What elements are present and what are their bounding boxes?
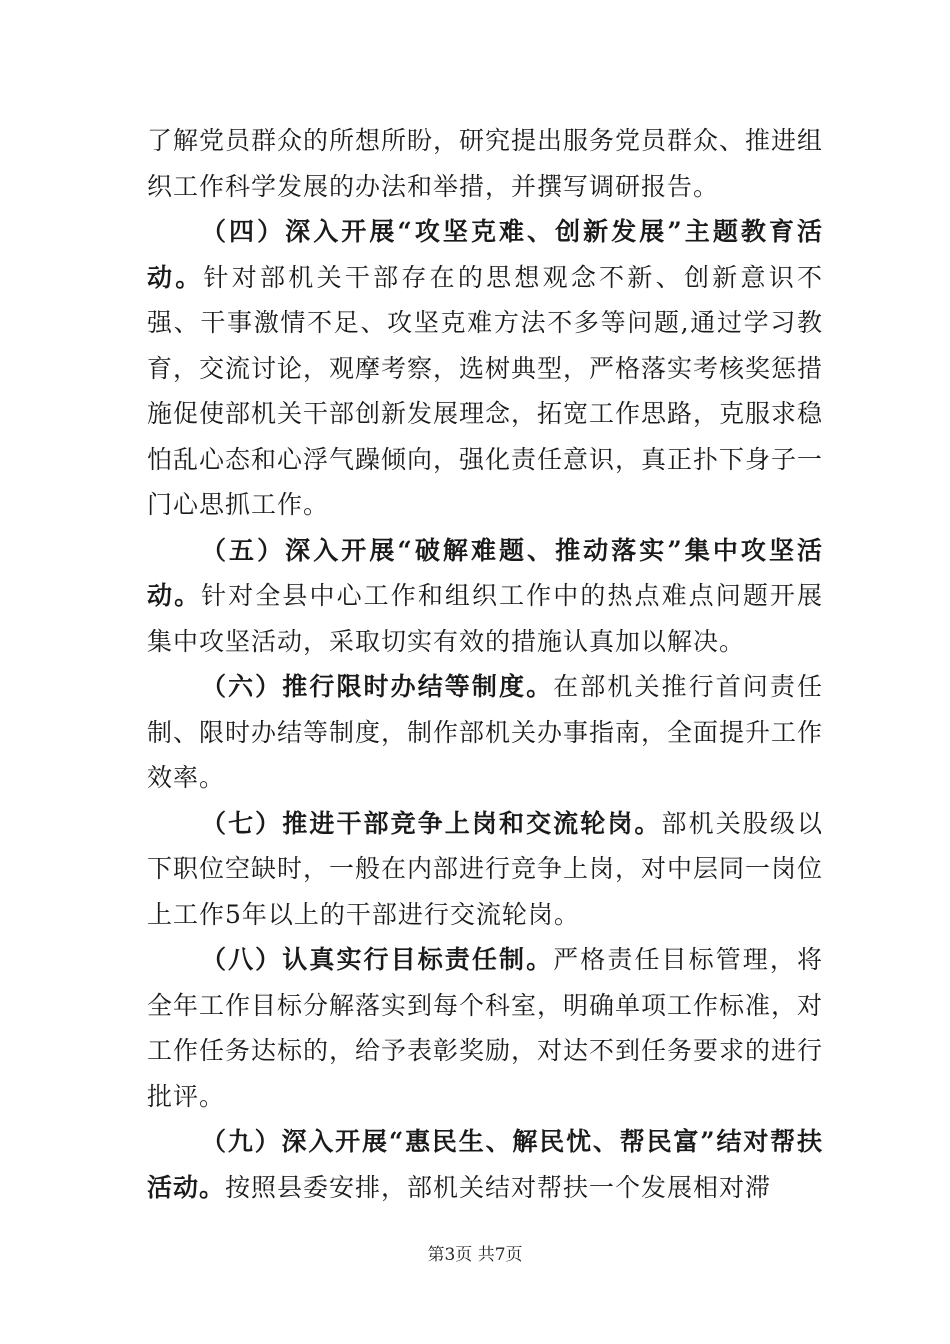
paragraph-continued — [147, 118, 823, 209]
section-heading: （四）深入开展“攻坚克难、创新发展”主题教育活动。 — [147, 217, 823, 292]
document-body — [147, 118, 823, 1210]
section-heading: （七）推进干部竞争上岗和交流轮岗。 — [201, 808, 662, 838]
section-heading: （五）深入开展“破解难题、推动落实”集中攻坚活动。 — [147, 535, 823, 610]
paragraph-text: 按照县委安排，部机关结对帮扶一个发展相对滞 — [225, 1172, 772, 1202]
paragraph-section-4 — [147, 209, 823, 528]
page-number-footer: 第3页 共7页 — [427, 1245, 523, 1265]
section-heading: （九）深入开展“惠民生、解民忧、帮民富”结对帮扶活动。 — [147, 1127, 823, 1202]
paragraph-section-5 — [147, 528, 823, 665]
paragraph-text: 针对全县中心工作和组织工作中的热点难点问题开展集中攻坚活动，采取切实有效的措施认真加以解决。 — [147, 581, 823, 656]
paragraph-text: 针对部机关干部存在的思想观念不新、创新意识不强、干事激情不足、攻坚克难方法不多等问题,通过学习教育，交流讨论，观摩考察，选树典型，严格落实考核奖惩措施促使部机关干部创新发展理念，拓宽工作思路，克服求稳怕乱心态和心浮气躁倾向，强化责任意识，真正扑下身子一门心思抓工作。 — [147, 262, 824, 519]
paragraph-section-9 — [147, 1119, 823, 1210]
paragraph-text: 在部机关推行首问责任制、限时办结等制度，制作部机关办事指南，全面提升工作效率。 — [147, 672, 824, 792]
paragraph-text: 严格责任目标管理，将全年工作目标分解落实到每个科室，明确单项工作标准，对工作任务达标的，给予表彰奖励，对达不到任务要求的进行批评。 — [147, 945, 824, 1111]
paragraph-text: 了解党员群众的所想所盼，研究提出服务党员群众、推进组织工作科学发展的办法和举措，并撰写调研报告。 — [147, 126, 824, 201]
paragraph-text: 部机关股级以下职位空缺时，一般在内部进行竞争上岗，对中层同一岗位上工作5年以上的干部进行交流轮岗。 — [147, 808, 824, 929]
section-heading: （八）认真实行目标责任制。 — [201, 945, 554, 974]
section-heading: （六）推行限时办结等制度。 — [201, 672, 554, 701]
paragraph-section-7 — [147, 801, 823, 938]
paragraph-section-8 — [147, 937, 823, 1119]
paragraph-section-6 — [147, 664, 823, 801]
